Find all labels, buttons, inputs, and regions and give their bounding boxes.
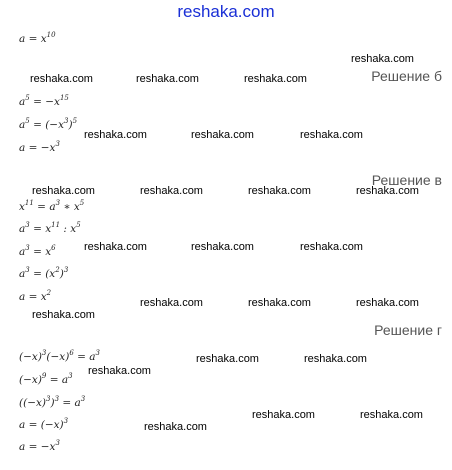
watermark: reshaka.com	[32, 185, 95, 197]
equation-line: $a = (-x)^3$	[19, 417, 69, 431]
watermark: reshaka.com	[300, 129, 363, 141]
equation-line: $a^5 = (-x^3)^5$	[19, 117, 78, 131]
watermark: reshaka.com	[356, 185, 419, 197]
equation-line: $a = x^{10}$	[19, 31, 56, 45]
watermark: reshaka.com	[84, 241, 147, 253]
watermark: reshaka.com	[300, 241, 363, 253]
watermark: reshaka.com	[32, 309, 95, 321]
watermark: reshaka.com	[252, 409, 315, 421]
equation-line: $(-x)^3(-x)^6 = a^3$	[19, 349, 100, 363]
equation-line: $a^3 = (x^2)^3$	[19, 266, 69, 280]
equation-line: $x^{11} = a^3$ ∗ $x^5$	[19, 199, 85, 213]
equation-line: $a^5 = -x^{15}$	[19, 94, 69, 108]
watermark: reshaka.com	[84, 129, 147, 141]
watermark: reshaka.com	[144, 421, 207, 433]
watermark: reshaka.com	[351, 53, 414, 65]
watermark: reshaka.com	[196, 353, 259, 365]
watermark: reshaka.com	[191, 241, 254, 253]
watermark: reshaka.com	[248, 297, 311, 309]
watermark: reshaka.com	[360, 409, 423, 421]
watermark: reshaka.com	[244, 73, 307, 85]
equation-line: $(-x)^9 = a^3$	[19, 372, 73, 386]
solution-heading-g: Решение г	[374, 322, 442, 338]
equation-line: $a^3 = x^{11}$ : $x^5$	[19, 221, 81, 235]
watermark: reshaka.com	[136, 73, 199, 85]
watermark: reshaka.com	[248, 185, 311, 197]
watermark: reshaka.com	[356, 297, 419, 309]
watermark: reshaka.com	[140, 297, 203, 309]
equation-line: $a^3 = x^6$	[19, 244, 56, 258]
watermark: reshaka.com	[30, 73, 93, 85]
watermark: reshaka.com	[304, 353, 367, 365]
equation-line: $a = -x^3$	[19, 140, 60, 154]
equation-line: $a = x^2$	[19, 289, 52, 303]
equation-line: $((-x)^3)^3 = a^3$	[19, 395, 86, 409]
watermark: reshaka.com	[191, 129, 254, 141]
solution-heading-v: Решение в	[371, 172, 442, 188]
site-watermark-header: reshaka.com	[177, 2, 275, 21]
solution-heading-b: Решение б	[371, 68, 442, 84]
watermark: reshaka.com	[140, 185, 203, 197]
equation-line: $a = -x^3$	[19, 439, 60, 453]
watermark: reshaka.com	[88, 365, 151, 377]
